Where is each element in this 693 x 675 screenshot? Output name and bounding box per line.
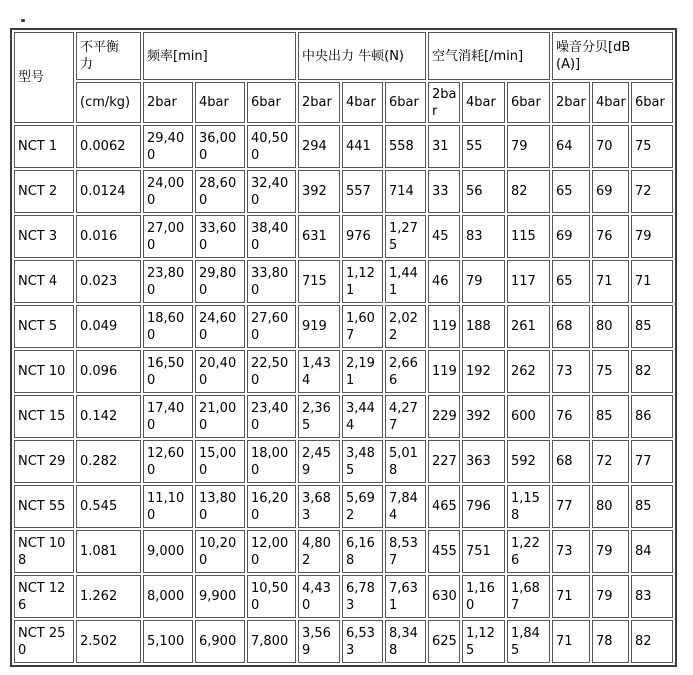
cell-air-2bar: 45: [428, 215, 460, 258]
cell-output-4bar: 441: [342, 125, 383, 168]
cell-model: NCT 15: [14, 395, 74, 438]
table-row: [14, 170, 673, 213]
table-row: [14, 485, 673, 528]
cell-output-6bar: 5,018: [385, 440, 426, 483]
cell-frequency-4bar: 15,000: [195, 440, 245, 483]
stray-dot-mark: [21, 19, 25, 22]
cell-noise-6bar: 86: [631, 395, 673, 438]
cell-model: NCT 1: [14, 125, 74, 168]
cell-air-4bar: 83: [462, 215, 505, 258]
subheader-frequency-2bar: 2bar: [143, 82, 193, 123]
cell-air-2bar: 465: [428, 485, 460, 528]
cell-frequency-4bar: 24,600: [195, 305, 245, 348]
cell-unbalance: 0.142: [76, 395, 141, 438]
cell-output-6bar: 8,348: [385, 620, 426, 663]
cell-frequency-6bar: 23,400: [247, 395, 296, 438]
col-header-unbalance-unit: (cm/kg): [76, 82, 141, 123]
cell-noise-6bar: 82: [631, 350, 673, 393]
cell-output-4bar: 5,692: [342, 485, 383, 528]
cell-frequency-4bar: 20,400: [195, 350, 245, 393]
cell-output-2bar: 1,434: [298, 350, 340, 393]
cell-frequency-2bar: 8,000: [143, 575, 193, 618]
cell-air-2bar: 227: [428, 440, 460, 483]
cell-output-6bar: 2,022: [385, 305, 426, 348]
cell-noise-4bar: 69: [592, 170, 629, 213]
cell-frequency-6bar: 16,200: [247, 485, 296, 528]
cell-frequency-2bar: 16,500: [143, 350, 193, 393]
cell-noise-6bar: 77: [631, 440, 673, 483]
cell-noise-4bar: 71: [592, 260, 629, 303]
cell-unbalance: 0.023: [76, 260, 141, 303]
cell-unbalance: 0.016: [76, 215, 141, 258]
cell-frequency-4bar: 9,900: [195, 575, 245, 618]
cell-noise-2bar: 69: [552, 215, 590, 258]
cell-output-4bar: 3,444: [342, 395, 383, 438]
cell-noise-6bar: 85: [631, 485, 673, 528]
cell-unbalance: 2.502: [76, 620, 141, 663]
col-header-unbalance: [76, 32, 141, 80]
cell-air-4bar: 79: [462, 260, 505, 303]
cell-noise-4bar: 78: [592, 620, 629, 663]
cell-output-6bar: 2,666: [385, 350, 426, 393]
subheader-air-4bar: 4bar: [462, 82, 505, 123]
header-row-subcolumns: [14, 82, 673, 123]
cell-frequency-2bar: 24,000: [143, 170, 193, 213]
cell-output-4bar: 1,607: [342, 305, 383, 348]
subheader-frequency-4bar: 4bar: [195, 82, 245, 123]
cell-output-2bar: 3,569: [298, 620, 340, 663]
cell-frequency-6bar: 18,000: [247, 440, 296, 483]
cell-unbalance: 0.0062: [76, 125, 141, 168]
cell-model: NCT 2: [14, 170, 74, 213]
cell-unbalance: 0.282: [76, 440, 141, 483]
cell-frequency-4bar: 29,800: [195, 260, 245, 303]
cell-noise-4bar: 85: [592, 395, 629, 438]
subheader-air-2bar: 2bar: [428, 82, 460, 123]
cell-air-6bar: 79: [507, 125, 550, 168]
table-row: [14, 125, 673, 168]
group-header-air: 空气消耗[/min]: [428, 32, 550, 80]
cell-noise-6bar: 79: [631, 215, 673, 258]
table-body: [14, 125, 673, 663]
cell-frequency-2bar: 29,400: [143, 125, 193, 168]
cell-model: NCT 10: [14, 350, 74, 393]
cell-output-4bar: 1,121: [342, 260, 383, 303]
table-row: [14, 620, 673, 663]
cell-frequency-6bar: 33,800: [247, 260, 296, 303]
cell-output-2bar: 2,365: [298, 395, 340, 438]
subheader-noise-6bar: 6bar: [631, 82, 673, 123]
cell-frequency-2bar: 18,600: [143, 305, 193, 348]
cell-unbalance: 1.081: [76, 530, 141, 573]
cell-air-4bar: 1,125: [462, 620, 505, 663]
cell-noise-4bar: 80: [592, 305, 629, 348]
cell-air-4bar: 796: [462, 485, 505, 528]
cell-noise-2bar: 73: [552, 530, 590, 573]
cell-output-4bar: 6,533: [342, 620, 383, 663]
cell-output-4bar: 3,485: [342, 440, 383, 483]
cell-air-4bar: 192: [462, 350, 505, 393]
cell-output-4bar: 976: [342, 215, 383, 258]
cell-output-2bar: 919: [298, 305, 340, 348]
cell-output-6bar: 1,275: [385, 215, 426, 258]
cell-noise-6bar: 82: [631, 620, 673, 663]
cell-air-4bar: 56: [462, 170, 505, 213]
cell-model: NCT 4: [14, 260, 74, 303]
cell-frequency-4bar: 21,000: [195, 395, 245, 438]
cell-unbalance: 0.049: [76, 305, 141, 348]
cell-noise-2bar: 68: [552, 440, 590, 483]
cell-noise-4bar: 76: [592, 215, 629, 258]
cell-frequency-2bar: 11,100: [143, 485, 193, 528]
cell-air-6bar: 1,845: [507, 620, 550, 663]
cell-output-2bar: 294: [298, 125, 340, 168]
cell-air-2bar: 46: [428, 260, 460, 303]
cell-noise-6bar: 83: [631, 575, 673, 618]
group-header-noise: [552, 32, 673, 80]
cell-frequency-4bar: 36,000: [195, 125, 245, 168]
cell-noise-2bar: 64: [552, 125, 590, 168]
cell-output-2bar: 631: [298, 215, 340, 258]
table-row: [14, 440, 673, 483]
cell-frequency-6bar: 38,400: [247, 215, 296, 258]
cell-output-2bar: 4,802: [298, 530, 340, 573]
cell-frequency-6bar: 22,500: [247, 350, 296, 393]
subheader-output-4bar: 4bar: [342, 82, 383, 123]
table-row: [14, 530, 673, 573]
cell-model: NCT 126: [14, 575, 74, 618]
subheader-noise-4bar: 4bar: [592, 82, 629, 123]
cell-air-6bar: 1,226: [507, 530, 550, 573]
cell-air-6bar: 82: [507, 170, 550, 213]
cell-frequency-6bar: 7,800: [247, 620, 296, 663]
cell-output-6bar: 7,631: [385, 575, 426, 618]
cell-air-2bar: 119: [428, 305, 460, 348]
cell-model: NCT 3: [14, 215, 74, 258]
cell-air-6bar: 592: [507, 440, 550, 483]
cell-noise-4bar: 75: [592, 350, 629, 393]
cell-frequency-2bar: 27,000: [143, 215, 193, 258]
cell-output-2bar: 715: [298, 260, 340, 303]
cell-frequency-6bar: 40,500: [247, 125, 296, 168]
cell-unbalance: 0.545: [76, 485, 141, 528]
table-row: [14, 395, 673, 438]
cell-frequency-4bar: 10,200: [195, 530, 245, 573]
table-header: [14, 32, 673, 123]
cell-frequency-4bar: 13,800: [195, 485, 245, 528]
cell-air-6bar: 600: [507, 395, 550, 438]
cell-air-2bar: 455: [428, 530, 460, 573]
cell-frequency-6bar: 32,400: [247, 170, 296, 213]
cell-air-2bar: 31: [428, 125, 460, 168]
subheader-output-6bar: 6bar: [385, 82, 426, 123]
cell-noise-2bar: 65: [552, 170, 590, 213]
cell-air-2bar: 630: [428, 575, 460, 618]
cell-noise-6bar: 71: [631, 260, 673, 303]
cell-model: NCT 29: [14, 440, 74, 483]
subheader-frequency-6bar: 6bar: [247, 82, 296, 123]
header-row-groups: [14, 32, 673, 80]
cell-noise-4bar: 72: [592, 440, 629, 483]
cell-output-2bar: 392: [298, 170, 340, 213]
cell-noise-6bar: 84: [631, 530, 673, 573]
cell-air-2bar: 33: [428, 170, 460, 213]
cell-model: NCT 250: [14, 620, 74, 663]
cell-air-6bar: 1,158: [507, 485, 550, 528]
cell-unbalance: 1.262: [76, 575, 141, 618]
cell-output-6bar: 1,441: [385, 260, 426, 303]
group-header-noise-label: 噪音分贝[dB(A)]: [556, 40, 631, 72]
cell-air-4bar: 1,160: [462, 575, 505, 618]
cell-noise-2bar: 65: [552, 260, 590, 303]
cell-air-6bar: 1,687: [507, 575, 550, 618]
cell-noise-2bar: 71: [552, 575, 590, 618]
cell-unbalance: 0.096: [76, 350, 141, 393]
cell-noise-2bar: 71: [552, 620, 590, 663]
cell-noise-6bar: 72: [631, 170, 673, 213]
table-row: [14, 215, 673, 258]
cell-output-6bar: 714: [385, 170, 426, 213]
cell-noise-2bar: 76: [552, 395, 590, 438]
cell-noise-6bar: 75: [631, 125, 673, 168]
cell-output-6bar: 558: [385, 125, 426, 168]
cell-air-6bar: 117: [507, 260, 550, 303]
cell-noise-2bar: 68: [552, 305, 590, 348]
cell-output-2bar: 4,430: [298, 575, 340, 618]
cell-model: NCT 5: [14, 305, 74, 348]
cell-air-4bar: 392: [462, 395, 505, 438]
cell-noise-2bar: 73: [552, 350, 590, 393]
cell-air-4bar: 751: [462, 530, 505, 573]
col-header-unbalance-label: 不平衡力: [80, 40, 120, 72]
cell-frequency-2bar: 12,600: [143, 440, 193, 483]
cell-air-6bar: 261: [507, 305, 550, 348]
cell-air-2bar: 229: [428, 395, 460, 438]
cell-noise-4bar: 70: [592, 125, 629, 168]
cell-model: NCT 108: [14, 530, 74, 573]
table-row: [14, 575, 673, 618]
cell-frequency-6bar: 10,500: [247, 575, 296, 618]
cell-output-4bar: 6,168: [342, 530, 383, 573]
cell-noise-6bar: 85: [631, 305, 673, 348]
cell-output-6bar: 4,277: [385, 395, 426, 438]
cell-air-4bar: 55: [462, 125, 505, 168]
subheader-output-2bar: 2bar: [298, 82, 340, 123]
cell-output-4bar: 6,783: [342, 575, 383, 618]
cell-frequency-6bar: 27,600: [247, 305, 296, 348]
cell-output-2bar: 2,459: [298, 440, 340, 483]
spec-table: [10, 28, 677, 667]
cell-air-6bar: 115: [507, 215, 550, 258]
cell-noise-2bar: 77: [552, 485, 590, 528]
cell-frequency-2bar: 9,000: [143, 530, 193, 573]
col-header-model: 型号: [14, 32, 74, 123]
cell-frequency-2bar: 23,800: [143, 260, 193, 303]
cell-output-2bar: 3,683: [298, 485, 340, 528]
cell-frequency-4bar: 6,900: [195, 620, 245, 663]
group-header-output: 中央出力 牛顿(N): [298, 32, 426, 80]
cell-output-4bar: 557: [342, 170, 383, 213]
cell-air-4bar: 188: [462, 305, 505, 348]
cell-unbalance: 0.0124: [76, 170, 141, 213]
cell-noise-4bar: 79: [592, 575, 629, 618]
table-row: [14, 260, 673, 303]
cell-model: NCT 55: [14, 485, 74, 528]
table-row: [14, 350, 673, 393]
cell-frequency-4bar: 33,600: [195, 215, 245, 258]
cell-noise-4bar: 80: [592, 485, 629, 528]
subheader-noise-2bar: 2bar: [552, 82, 590, 123]
cell-output-6bar: 8,537: [385, 530, 426, 573]
cell-frequency-6bar: 12,000: [247, 530, 296, 573]
table-row: [14, 305, 673, 348]
cell-output-4bar: 2,191: [342, 350, 383, 393]
cell-output-6bar: 7,844: [385, 485, 426, 528]
subheader-air-6bar: 6bar: [507, 82, 550, 123]
group-header-frequency: 频率[min]: [143, 32, 296, 80]
cell-noise-4bar: 79: [592, 530, 629, 573]
cell-frequency-2bar: 17,400: [143, 395, 193, 438]
cell-air-2bar: 625: [428, 620, 460, 663]
cell-air-4bar: 363: [462, 440, 505, 483]
cell-frequency-2bar: 5,100: [143, 620, 193, 663]
cell-air-6bar: 262: [507, 350, 550, 393]
cell-air-2bar: 119: [428, 350, 460, 393]
cell-frequency-4bar: 28,600: [195, 170, 245, 213]
